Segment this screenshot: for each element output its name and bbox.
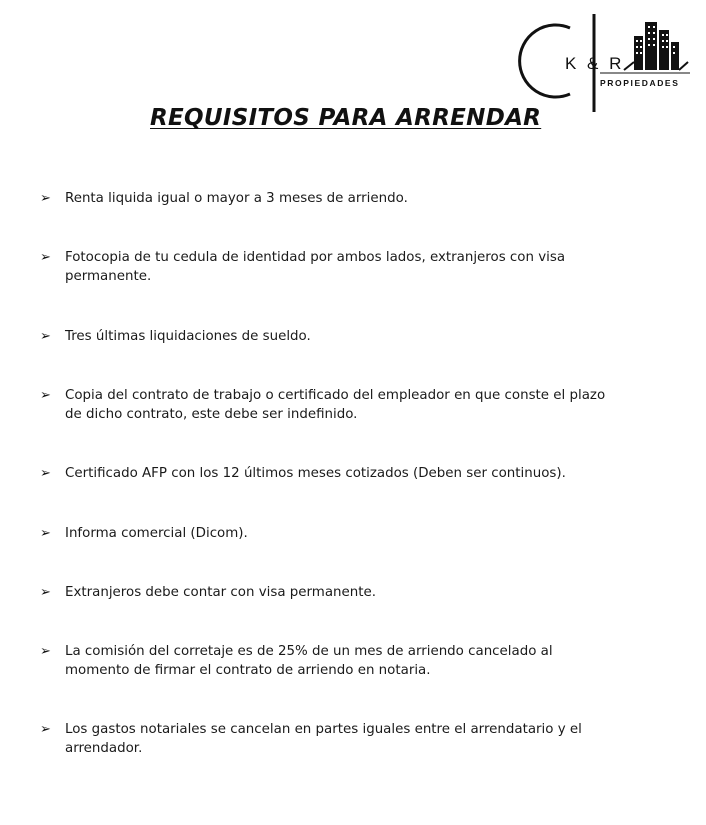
list-item bbox=[40, 583, 610, 602]
company-logo bbox=[512, 12, 692, 114]
list-item bbox=[40, 248, 610, 286]
list-item bbox=[40, 386, 610, 424]
arrow-bullet-icon: ➢ bbox=[40, 722, 51, 737]
requirement-text: Copia del contrato de trabajo o certificado del empleador en que conste el plazo de dicho contrato, este debe ser indefinido. bbox=[65, 388, 606, 422]
arrow-bullet-icon: ➢ bbox=[40, 644, 51, 659]
list-item bbox=[40, 327, 610, 346]
requirement-text: Los gastos notariales se cancelan en partes iguales entre el arrendatario y el arrendador. bbox=[65, 722, 582, 756]
list-item bbox=[40, 720, 610, 758]
list-item bbox=[40, 642, 610, 680]
arrow-bullet-icon: ➢ bbox=[40, 585, 51, 600]
arrow-bullet-icon: ➢ bbox=[40, 191, 51, 206]
requirement-text: La comisión del corretaje es de 25% de un mes de arriendo cancelado al momento de firmar el contrato de arriendo en notaria. bbox=[65, 644, 553, 678]
requirement-text: Informa comercial (Dicom). bbox=[65, 526, 248, 541]
requirement-text: Fotocopia de tu cedula de identidad por ambos lados, extranjeros con visa permanente. bbox=[65, 250, 566, 284]
requirement-text: Extranjeros debe contar con visa permanente. bbox=[65, 585, 377, 600]
list-item bbox=[40, 524, 610, 543]
arrow-bullet-icon: ➢ bbox=[40, 329, 51, 344]
logo-brand-text: K & R bbox=[565, 54, 625, 73]
list-item bbox=[40, 464, 610, 483]
arrow-bullet-icon: ➢ bbox=[40, 250, 51, 265]
requirement-text: Tres últimas liquidaciones de sueldo. bbox=[65, 329, 311, 344]
arrow-bullet-icon: ➢ bbox=[40, 526, 51, 541]
page-title: REQUISITOS PARA ARRENDAR bbox=[150, 105, 542, 132]
logo-subtitle-text: PROPIEDADES bbox=[600, 78, 680, 88]
list-item bbox=[40, 189, 610, 208]
requirement-text: Renta liquida igual o mayor a 3 meses de arriendo. bbox=[65, 191, 408, 206]
requirement-text: Certificado AFP con los 12 últimos meses cotizados (Deben ser continuos). bbox=[65, 466, 566, 481]
arrow-bullet-icon: ➢ bbox=[40, 466, 51, 481]
arrow-bullet-icon: ➢ bbox=[40, 388, 51, 403]
